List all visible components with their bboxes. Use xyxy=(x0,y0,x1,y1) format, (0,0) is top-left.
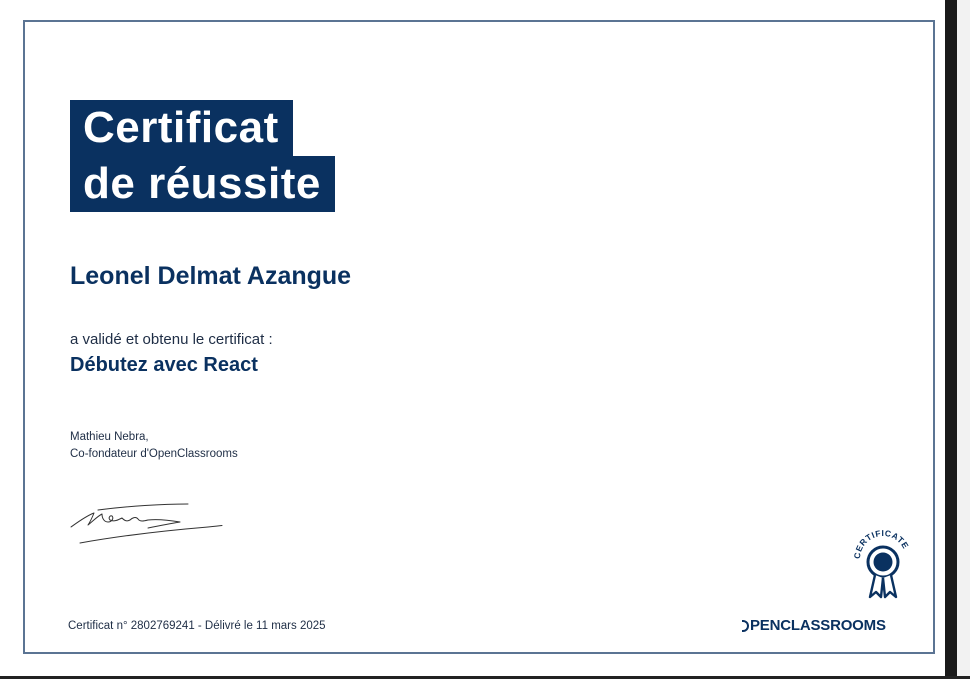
title-line-2: de réussite xyxy=(70,156,335,212)
signer-title: Co-fondateur d'OpenClassrooms xyxy=(70,448,238,460)
intro-text: a validé et obtenu le certificat : xyxy=(70,331,273,348)
page-edge-right xyxy=(945,0,970,679)
certificate-title xyxy=(70,100,335,212)
course-title: Débutez avec React xyxy=(70,354,258,376)
signer-name: Mathieu Nebra, xyxy=(70,431,149,443)
certificate-badge-icon xyxy=(850,527,916,605)
title-line-1: Certificat xyxy=(70,100,293,156)
certificate-number: Certificat n° 2802769241 - Délivré le 11 mars 2025 xyxy=(68,620,326,632)
logo-mark-icon xyxy=(742,620,749,632)
badge-label: CERTIFICATE xyxy=(851,527,912,560)
signature-image xyxy=(68,500,228,550)
logo-text: PENCLASSROOMS xyxy=(750,617,886,634)
openclassrooms-logo xyxy=(742,617,886,634)
recipient-name: Leonel Delmat Azangue xyxy=(70,262,352,290)
signer-block xyxy=(70,429,238,463)
